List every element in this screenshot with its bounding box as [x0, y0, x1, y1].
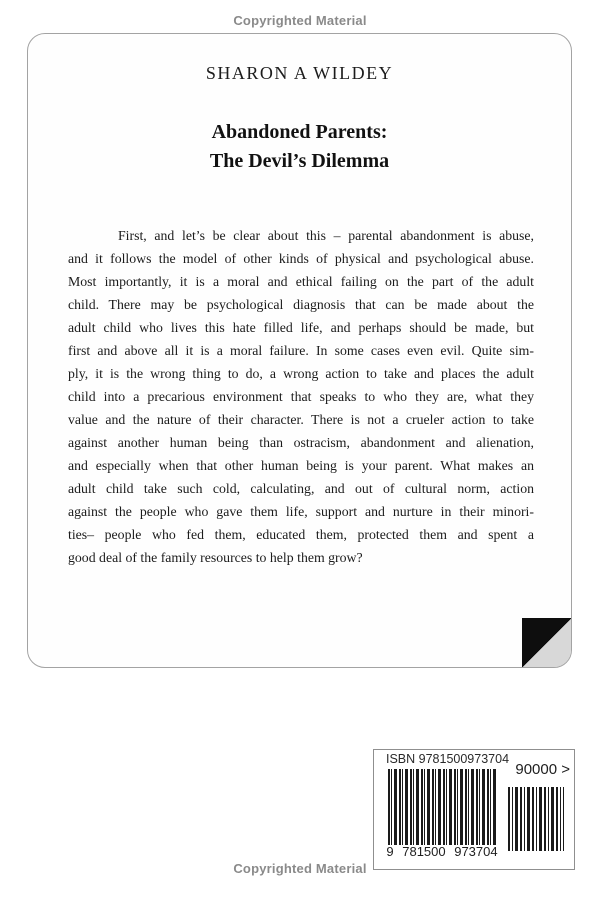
paragraph-line: ties– people who fed them, educated them, protected them and spent a [68, 527, 534, 542]
paragraph-line: adult child who lives this hate filled life, and perhaps should be made, but [68, 320, 534, 335]
book-title-line1: Abandoned Parents: [211, 121, 388, 143]
paragraph-line: First, and let’s be clear about this – parental abandonment is abuse, [118, 228, 534, 243]
paragraph-line: adult child take such cold, calculating, and out of cultural norm, action [68, 481, 534, 496]
book-title-line2: The Devil’s Dilemma [209, 150, 390, 172]
copyright-watermark-bottom: Copyrighted Material [233, 861, 367, 876]
author-name: SHARON A WILDEY [205, 63, 394, 83]
book-back-cover [27, 33, 572, 668]
back-cover-blurb [68, 224, 534, 569]
paragraph-line: child. There may be psychological diagnosis that can be made about the [68, 297, 534, 312]
book-title [28, 118, 571, 176]
paragraph-line: against another human being than ostracism, abandonment and alienation, [68, 435, 534, 450]
isbn-barcode-label [373, 749, 575, 870]
isbn-number-top: ISBN 9781500973704 [386, 752, 510, 766]
copyright-watermark-top: Copyrighted Material [233, 13, 367, 28]
paragraph-line: ply, it is the wrong thing to do, a wrong action to take and places the adult [68, 366, 534, 381]
paragraph-line: Most importantly, it is a moral and ethical failing on the part of the adult [68, 274, 534, 289]
paragraph-line: child into a precarious environment that speaks to who they are, what they [68, 389, 534, 404]
paragraph-line: against the people who gave them life, support and nurture in their minori- [68, 504, 534, 519]
ean13-barcode [388, 769, 496, 845]
supplement-barcode [508, 787, 564, 851]
paragraph-line: and it follows the model of other kinds of physical and psychological abuse. [68, 251, 534, 266]
paragraph-line: and especially when that other human being is your parent. What makes an [68, 458, 534, 473]
paragraph-line: first and above all it is a moral failure. In some cases even evil. Quite sim- [68, 343, 534, 358]
isbn-number-bottom: 9 781500 973704 [386, 844, 498, 859]
page-curl-corner-icon [522, 618, 572, 668]
barcode-price-code: 90000 > [515, 761, 570, 778]
paragraph-line: good deal of the family resources to help them grow? [68, 550, 363, 565]
paragraph-line: value and the nature of their character. There is not a crueler action to take [68, 412, 534, 427]
